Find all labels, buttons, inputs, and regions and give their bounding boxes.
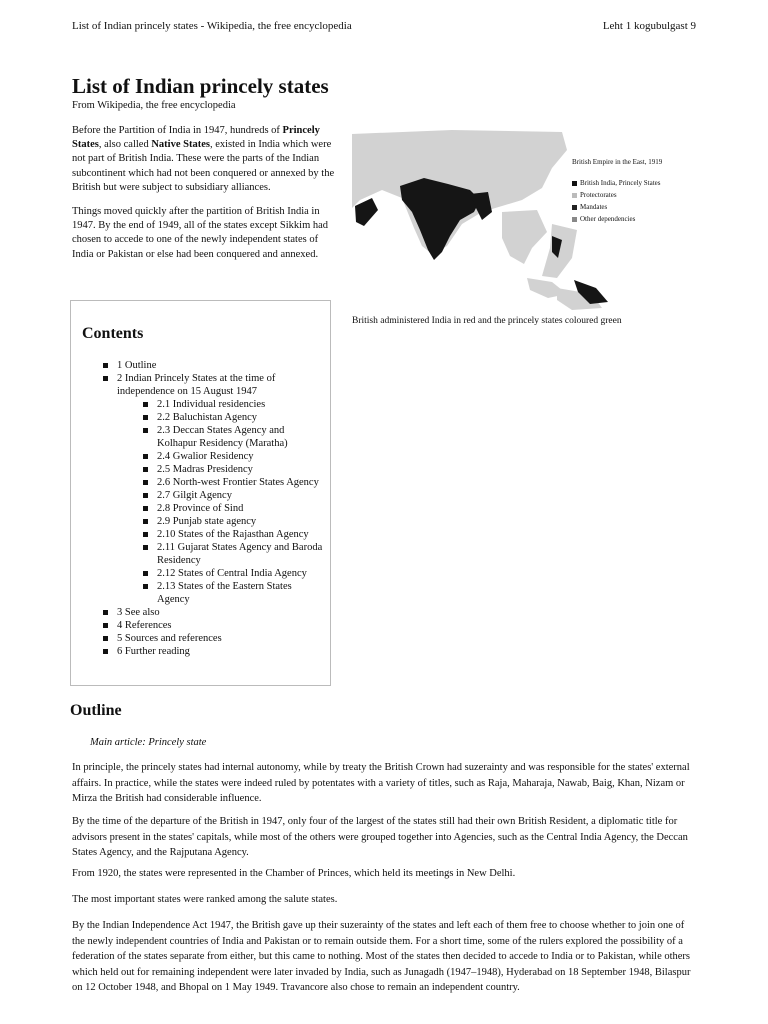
toc-item-further-reading[interactable] xyxy=(101,645,326,658)
toc-item-central-india-agency[interactable] xyxy=(141,567,326,580)
intro-text: Before the Partition of India in 1947, hundreds of xyxy=(72,125,283,136)
toc-item-label: 5 Sources and references xyxy=(117,633,222,644)
toc-item-label: 2.9 Punjab state agency xyxy=(157,516,257,527)
legend-item xyxy=(572,177,662,189)
legend-swatch xyxy=(572,193,577,198)
bullet-icon xyxy=(143,506,148,511)
bullet-icon xyxy=(103,649,108,654)
bullet-icon xyxy=(143,467,148,472)
toc-item-label: 2.2 Baluchistan Agency xyxy=(157,412,258,423)
bullet-icon xyxy=(143,415,148,420)
article-title: List of Indian princely states xyxy=(72,74,329,98)
toc-item-label: 6 Further reading xyxy=(117,646,190,657)
map-landmass xyxy=(352,130,602,310)
outline-heading: Outline xyxy=(70,702,122,719)
toc-item-label: 2.3 Deccan States Agency and Kolhapur Residency (Maratha) xyxy=(157,425,288,449)
toc-item-baluchistan-agency[interactable] xyxy=(141,411,326,424)
legend-title: British Empire in the East, 1919 xyxy=(572,158,663,166)
legend-item xyxy=(572,201,662,213)
bullet-icon xyxy=(103,376,108,381)
toc-item-punjab-state-agency[interactable] xyxy=(141,515,326,528)
bullet-icon xyxy=(143,519,148,524)
toc-item-gujarat-states-agency[interactable] xyxy=(141,541,326,567)
toc-item-references[interactable] xyxy=(101,619,326,632)
intro-paragraph-1 xyxy=(72,124,340,195)
bullet-icon xyxy=(143,571,148,576)
toc-item-label: 2.10 States of the Rajasthan Agency xyxy=(157,529,309,540)
bullet-icon xyxy=(143,532,148,537)
bullet-icon xyxy=(103,363,108,368)
legend-swatch xyxy=(572,217,577,222)
map-caption: British administered India in red and the princely states coloured green xyxy=(352,316,622,326)
bullet-icon xyxy=(143,584,148,589)
toc-item-gilgit-agency[interactable] xyxy=(141,489,326,502)
article-subtitle: From Wikipedia, the free encyclopedia xyxy=(72,100,236,111)
toc-item-individual-residencies[interactable] xyxy=(141,398,326,411)
legend-item xyxy=(572,189,662,201)
toc-item-eastern-states-agency[interactable] xyxy=(141,580,326,606)
outline-paragraph-5: By the Indian Independence Act 1947, the British gave up their suzerainty of the states and left each of them free to choose whether to join one of the newly independent countries of India and Pakistan or to remain outside them. For a short time, some of the rulers explored the possibility of a federation of the states separate from either, but this came to nothing. Most of the states then decided to accede to India or to Pakistan, while others which held out for remaining independent were later invaded by India, such as Junagadh (1947–1948), Hyderabad on 18 September 1948, Bilaspur on 12 October 1948, and Bhopal on 1 May 1949. Travancore also chose to remain an independent country. xyxy=(72,920,691,993)
intro-text: , also called xyxy=(98,139,152,151)
toc-item-north-west-frontier[interactable] xyxy=(141,476,326,489)
page-header-pagenum: Leht 1 kogubulgast 9 xyxy=(602,20,696,32)
toc-item-label: 2.7 Gilgit Agency xyxy=(157,490,232,501)
outline-paragraph-3: From 1920, the states were represented in the Chamber of Princes, which held its meetings in New Delhi. xyxy=(72,868,516,879)
toc-item-province-of-sind[interactable] xyxy=(141,502,326,515)
bullet-icon xyxy=(103,636,108,641)
bullet-icon xyxy=(143,545,148,550)
bullet-icon xyxy=(103,610,108,615)
outline-paragraph-2: By the time of the departure of the British in 1947, only four of the largest of the states still had their own British Resident, a diplomatic title for advisors present in the states' capitals, while most of the others were grouped together into Agencies, such as the Central India Agency, the Deccan States Agency, and the Rajputana Agency. xyxy=(72,816,688,858)
toc-item-label: 1 Outline xyxy=(117,360,157,371)
legend-swatch xyxy=(572,205,577,210)
toc-item-label: 2.12 States of Central India Agency xyxy=(157,568,307,579)
page-header-title: List of Indian princely states - Wikipedia, the free encyclopedia xyxy=(72,20,352,32)
bullet-icon xyxy=(143,480,148,485)
toc-item-rajasthan-agency[interactable] xyxy=(141,528,326,541)
bullet-icon xyxy=(143,493,148,498)
toc-item-label: 2.8 Province of Sind xyxy=(157,503,244,514)
toc-item-sources[interactable] xyxy=(101,632,326,645)
legend-label: Mandates xyxy=(580,203,608,211)
toc-item-label: 2.11 Gujarat States Agency and Baroda Residency xyxy=(157,542,323,566)
native-states-term: Native States xyxy=(151,139,210,151)
toc-item-madras-presidency[interactable] xyxy=(141,463,326,476)
bullet-icon xyxy=(143,428,148,433)
bullet-icon xyxy=(143,402,148,407)
toc-item-label: 2.13 States of the Eastern States Agency xyxy=(157,581,292,605)
outline-paragraph-1: In principle, the princely states had internal autonomy, while by treaty the British Crown had suzerainty and was responsible for the states' external affairs. In practice, while the states were indeed ruled by potentates with a variety of titles, such as Raja, Maharaja, Nawab, Baig, Khan, Nizam or Mirza the British had considerable influence. xyxy=(72,762,690,804)
toc-item-label: 4 References xyxy=(117,620,172,631)
toc-item-label: 2 Indian Princely States at the time of independence on 15 August 1947 xyxy=(117,373,276,397)
princely-states-term: Princely States xyxy=(72,125,320,151)
legend-swatch xyxy=(572,181,577,186)
toc-item-deccan-states-agency[interactable] xyxy=(141,424,326,450)
table-of-contents xyxy=(70,300,331,686)
intro-paragraph-2: Things moved quickly after the partition of British India in 1947. By the end of 1949, all of the states except Sikkim had chosen to accede to one of the newly independent states of India or Pakistan or else had been conquered and annexed. xyxy=(72,206,329,260)
toc-item-see-also[interactable] xyxy=(101,606,326,619)
intro-text: , existed in India which were not part of British India. These were the parts of the Indian subcontinent which had not been conquered or annexed by the British but were subject to subsidiary alliances. xyxy=(72,139,335,193)
toc-item-label: 3 See also xyxy=(117,607,160,618)
bullet-icon xyxy=(143,454,148,459)
toc-item-outline[interactable] xyxy=(101,359,326,372)
bullet-icon xyxy=(103,623,108,628)
intro-section xyxy=(72,124,340,272)
main-article-link[interactable]: Main article: Princely state xyxy=(90,737,207,748)
legend-item xyxy=(572,213,662,225)
toc-item-label: 2.5 Madras Presidency xyxy=(157,464,253,475)
toc-item-label: 2.1 Individual residencies xyxy=(157,399,266,410)
legend-label: Protectorates xyxy=(580,191,617,199)
map-legend xyxy=(572,156,662,225)
legend-label: British India, Princely States xyxy=(580,179,661,187)
toc-item-gwalior-residency[interactable] xyxy=(141,450,326,463)
toc-item-princely-states-1947[interactable] xyxy=(101,372,326,398)
legend-label: Other dependencies xyxy=(580,215,636,223)
toc-title: Contents xyxy=(82,325,144,342)
outline-paragraph-4: The most important states were ranked among the salute states. xyxy=(72,894,338,905)
toc-list xyxy=(101,359,326,658)
toc-item-label: 2.4 Gwalior Residency xyxy=(157,451,254,462)
toc-item-label: 2.6 North-west Frontier States Agency xyxy=(157,477,319,488)
